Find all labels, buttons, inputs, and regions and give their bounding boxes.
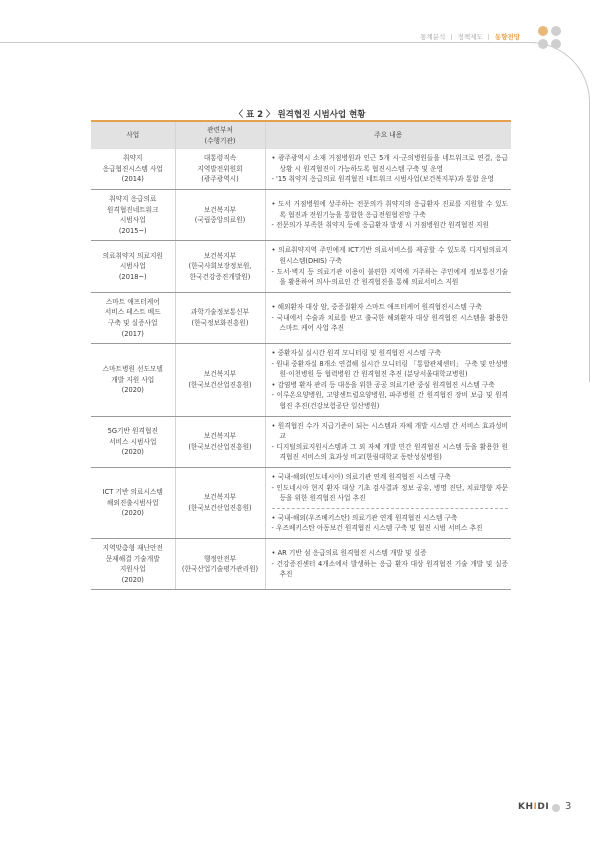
content-group bbox=[272, 421, 509, 463]
table-title: 〈 표 2 〉 원격협진 시범사업 현황 bbox=[234, 110, 366, 120]
header-project: 사업 bbox=[91, 121, 175, 149]
agency-cell: 보건복지부 (국립중앙의료원) bbox=[175, 189, 265, 240]
content-group bbox=[272, 302, 509, 334]
content-item: • 국내-해외(인도네시아) 의료기관 연계 원격협진 시스템 구축 bbox=[271, 473, 451, 482]
content-group bbox=[272, 472, 509, 504]
project-name-cell: 스마트 애프터케어 서비스 테스트 베드 구축 및 실증사업 (2017) bbox=[91, 292, 175, 343]
khidi-logo: KHIDI bbox=[518, 802, 550, 812]
table-row bbox=[91, 344, 511, 417]
header-rule bbox=[0, 42, 522, 43]
content-cell bbox=[265, 292, 511, 343]
project-name-cell: 지역맞춤형 재난안전 문제해결 기술개발 지원사업 (2020) bbox=[91, 539, 175, 590]
project-name-cell: 취약지 응급의료 원격협진네트워크 시범사업 (2015~) bbox=[91, 189, 175, 240]
page-dot-icon bbox=[552, 804, 560, 812]
content-item: • 도서 거점병원에 상주하는 전문의가 취약지의 응급환자 진료를 지원할 수 있도록 협진과 전원기능을 통합한 응급전원협진망 구축 bbox=[271, 200, 508, 219]
agency-cell: 과학기술정보통신부 (한국정보화진흥원) bbox=[175, 292, 265, 343]
content-cell bbox=[265, 241, 511, 292]
project-name-cell: 취약지 응급협진시스템 사업 (2014) bbox=[91, 149, 175, 189]
content-item: - 우즈베키스탄 아동보건 원격협진 시스템 구축 및 협진 시범 서비스 추진 bbox=[271, 524, 483, 533]
content-item: - 건강증진센터 4개소에서 발생하는 응급 환자 대상 원격협진 기술 개발 및 실증 추진 bbox=[271, 559, 508, 579]
content-item: • 광주광역시 소재 거점병원과 인근 5개 시·군의병원들을 네트워크로 연결, 응급상황 시 원격협진이 가능하도록 협진시스템 구축 및 운영 bbox=[271, 154, 508, 173]
nav-item-statistics[interactable]: 통계분석 bbox=[420, 33, 446, 41]
content-group bbox=[272, 508, 509, 534]
content-item: - 도서·벽지 등 의료기관 이용이 불편한 지역에 거주하는 주민에게 정보통신기술을 활용하여 의사-의료인 간 원격협진을 통해 의료서비스 지원 bbox=[271, 267, 508, 287]
agency-cell: 보건복지부 (한국보건산업진흥원) bbox=[175, 468, 265, 539]
content-item: • 의료취약지역 주민에게 ICT기반 의료서비스를 제공할 수 있도록 디지털의료지원시스템(DHIS) 구축 bbox=[271, 246, 508, 265]
dots-icon bbox=[538, 26, 564, 50]
content-item: • AR 기반 섬 응급의료 원격협진 시스템 개발 및 실증 bbox=[271, 549, 427, 558]
nav-item-trends[interactable]: 동향전망 bbox=[494, 33, 520, 41]
content-group bbox=[272, 348, 509, 412]
project-name-cell: 스마트병원 선도모델 개발 지원 사업 (2020) bbox=[91, 344, 175, 417]
agency-cell: 보건복지부 (한국보건산업진흥원) bbox=[175, 416, 265, 467]
content-item: - 이루온요양병원, 고양센트럴요양병원, 파주병원 간 원격협진 장비 보급 및 원격협진 추진(건강보험공단 일산병원) bbox=[271, 391, 508, 411]
table-row bbox=[91, 292, 511, 343]
project-name-cell: ICT 기반 의료시스템 해외진출시범사업 (2020) bbox=[91, 468, 175, 539]
content-cell bbox=[265, 189, 511, 240]
agency-cell: 행정안전부 (한국산업기술평가관리원) bbox=[175, 539, 265, 590]
content-cell bbox=[265, 344, 511, 417]
content-item: - 원내 중환자실 8개소 연결해 실시간 모니터링 「통합관제센터」 구축 및 안성병원·이천병원 등 협력병원 간 원격협진 추진 (분당서울대학교병원) bbox=[271, 359, 508, 379]
content-group bbox=[272, 153, 509, 185]
dot-2 bbox=[551, 26, 561, 36]
table-row bbox=[91, 189, 511, 240]
table-header-row bbox=[91, 121, 511, 149]
content-cell bbox=[265, 416, 511, 467]
project-name-cell: 5G기반 원격협진 서비스 시범사업 (2020) bbox=[91, 416, 175, 467]
dot-3 bbox=[538, 39, 548, 49]
page-number: 3 bbox=[565, 801, 572, 812]
table-row bbox=[91, 468, 511, 539]
content-group bbox=[272, 548, 509, 580]
content-item: • 감염병 환자 관리 등 대응을 위한 공공 의료기관 중심 원격협진 시스템 구축 bbox=[271, 380, 495, 389]
pilot-projects-table bbox=[91, 120, 511, 590]
header-arc-decoration bbox=[510, 42, 590, 382]
dot-1 bbox=[538, 26, 548, 36]
content-cell bbox=[265, 149, 511, 189]
content-item: - 전문의가 부족한 취약지 등에 응급환자 발생 시 거점병원간 원격협진 지원 bbox=[271, 221, 489, 230]
agency-cell: 보건복지부 (한국사회보장정보원, 한국건강증진개발원) bbox=[175, 241, 265, 292]
agency-cell: 보건복지부 (한국보건산업진흥원) bbox=[175, 344, 265, 417]
agency-cell: 대통령직속 지역발전위원회 (광주광역시) bbox=[175, 149, 265, 189]
content-cell bbox=[265, 468, 511, 539]
content-item: • 중환자실 실시간 원격 모니터링 및 원격협진 시스템 구축 bbox=[271, 349, 442, 358]
table-row bbox=[91, 539, 511, 590]
nav-item-policy[interactable]: 정책제도 bbox=[457, 33, 483, 41]
table-row bbox=[91, 241, 511, 292]
dot-4 bbox=[551, 39, 561, 49]
project-name-cell: 의료취약지 의료지원 시범사업 (2018~) bbox=[91, 241, 175, 292]
header-agency: 관련부처 (수행기관) bbox=[175, 121, 265, 149]
content-cell bbox=[265, 539, 511, 590]
header-content: 주요 내용 bbox=[265, 121, 511, 149]
table-row bbox=[91, 149, 511, 189]
content-group bbox=[272, 199, 509, 231]
section-nav: 통계분석 | 정책제도 | 동향전망 bbox=[420, 33, 520, 41]
content-item: - 인도네시아 현지 환자 대상 기초 검사결과 정보 공유, 병명 진단, 치료방향 자문 등을 위한 원격협진 사업 추진 bbox=[271, 483, 508, 503]
content-item: • 원격협진 수가 지급기준이 되는 시스템과 자체 개발 시스템 간 서비스 효과성비교 bbox=[271, 421, 508, 441]
content-item: • 국내-해외(우즈베키스탄) 의료기관 연계 원격협진 시스템 구축 bbox=[271, 513, 458, 522]
content-item: • 해외환자 대상 암, 중증질환자 스마트 애프터케어 원격협진시스템 구축 bbox=[271, 303, 482, 312]
content-group bbox=[272, 245, 509, 287]
content-item: - 국내에서 수술과 치료를 받고 출국한 해외환자 대상 원격협진 시스템을 활용한 스마트 케어 사업 추진 bbox=[271, 313, 508, 333]
content-item: - '15 취약지 응급의료 원격협진 네트워크 시범사업(보건복지부)과 통합 운영 bbox=[271, 175, 494, 184]
table-row bbox=[91, 416, 511, 467]
content-item: - 디지털의료지원시스템과 그 외 자체 개발 민간 원격협진 시스템 등을 활용한 원격협진 서비스의 효과성 비교(한림대학교 동탄성심병원) bbox=[271, 442, 508, 462]
